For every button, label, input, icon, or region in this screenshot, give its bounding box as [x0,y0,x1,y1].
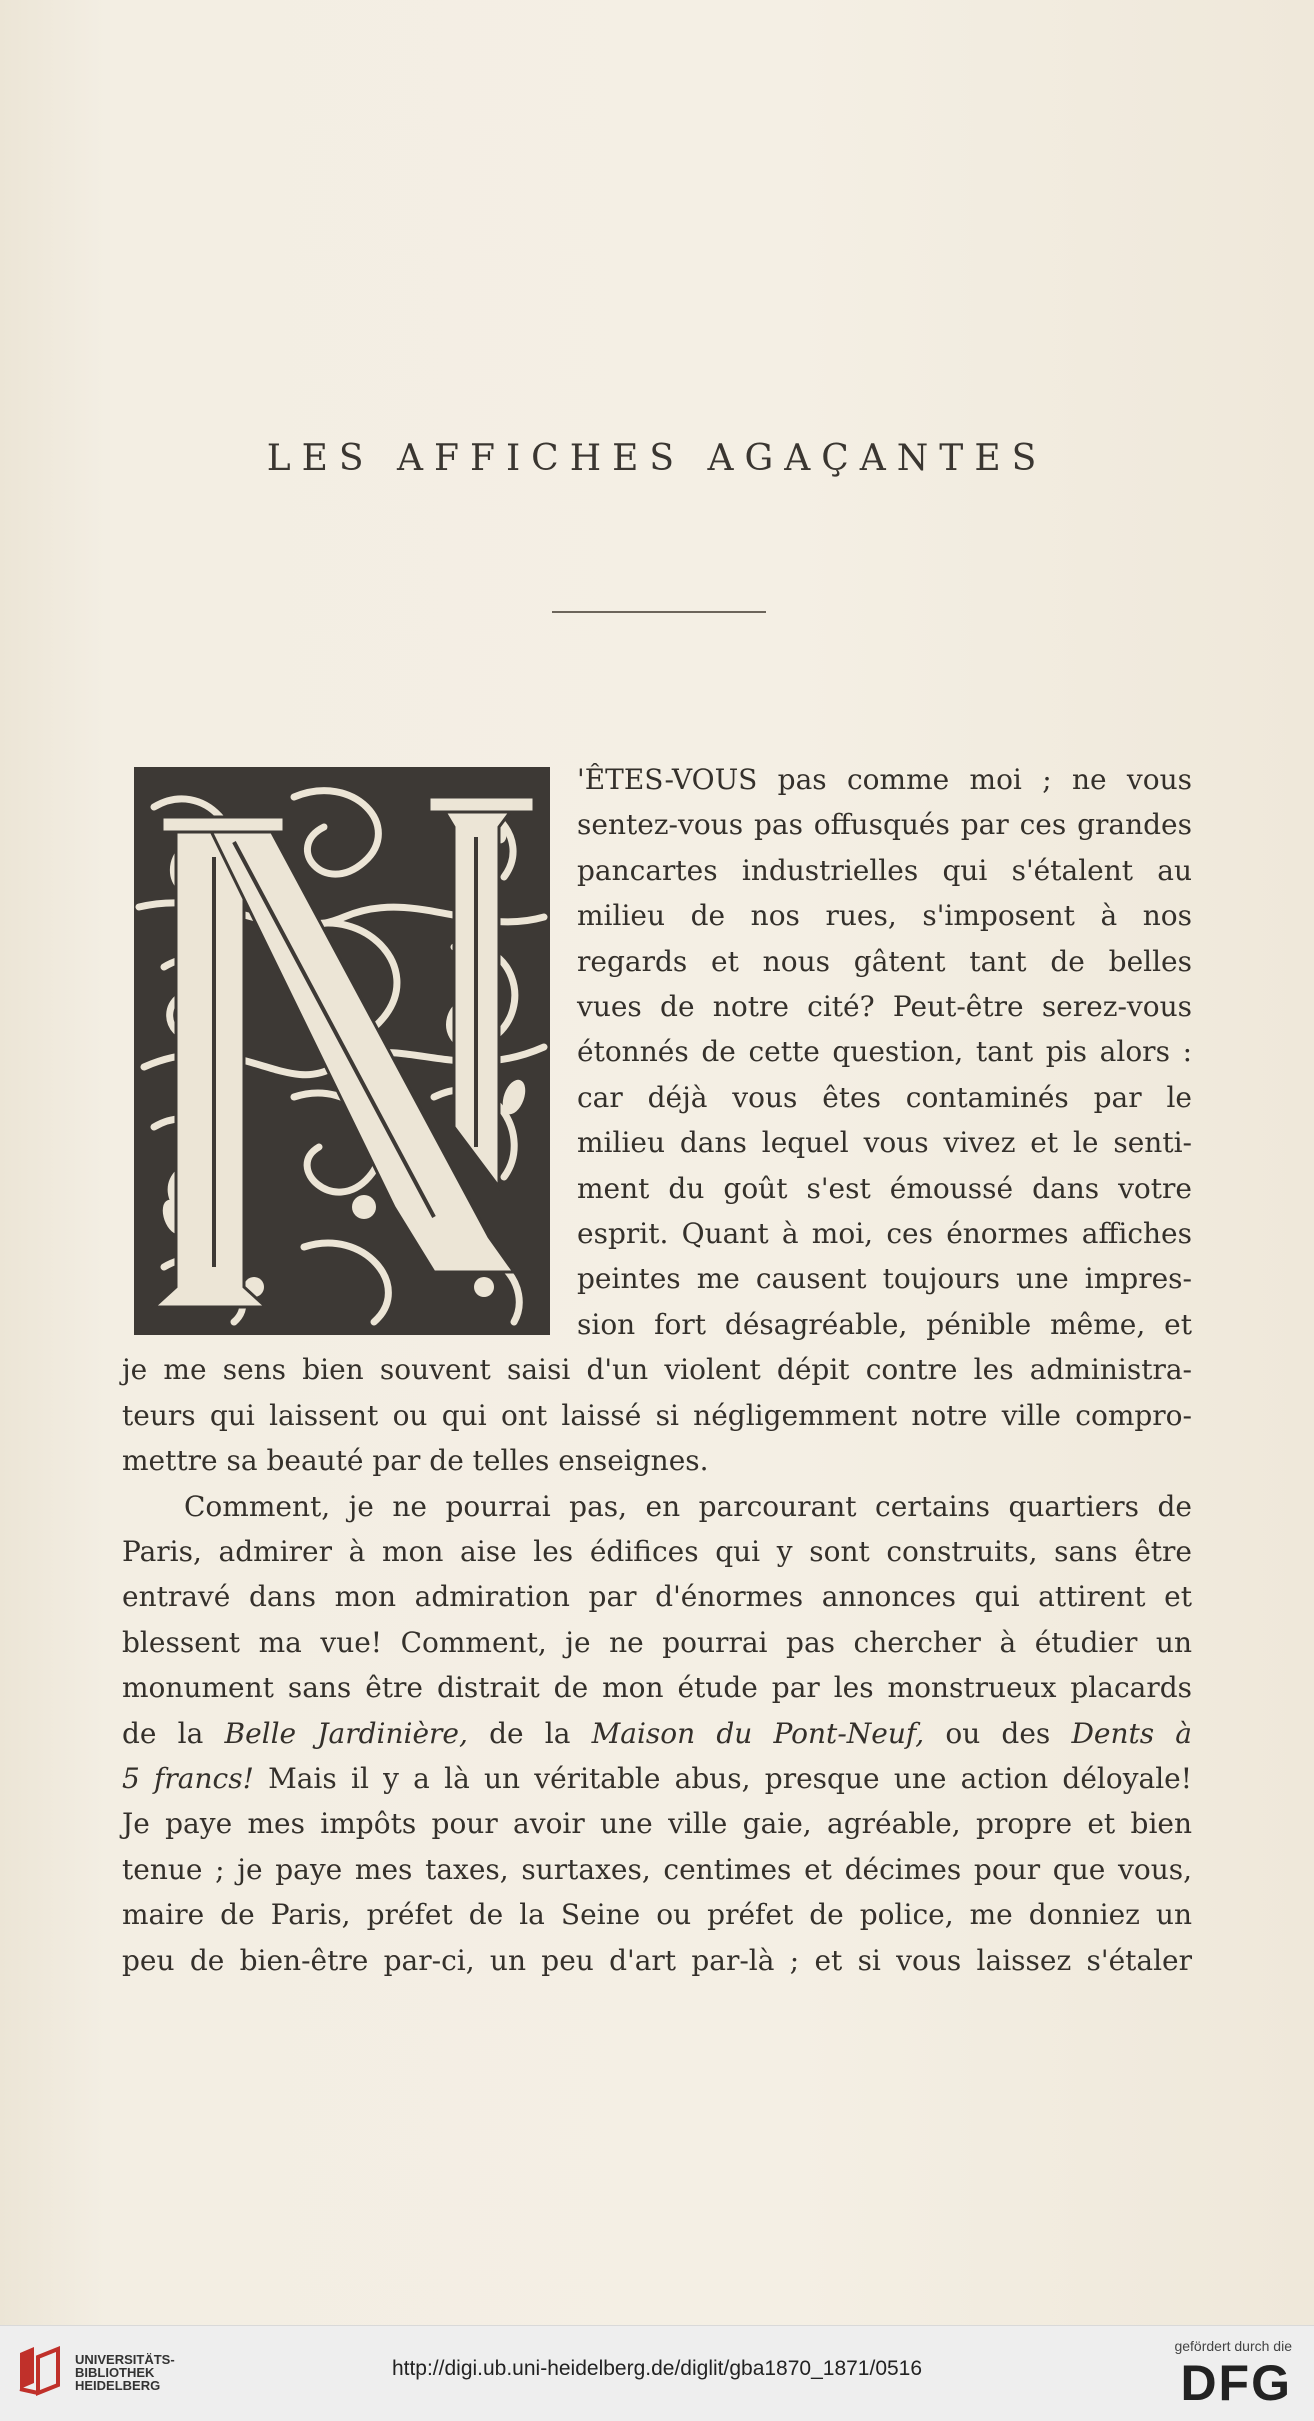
text-line [122,1756,1192,1801]
text-line: tenue ; je paye mes taxes, surtaxes, centimes et décimes pour que vous, [122,1852,1192,1886]
text-line: pancartes industrielles qui s'étalent au [577,853,1192,887]
text-run: de la [122,1716,225,1750]
italic-title: Dents à [1071,1716,1192,1750]
text-line: ment du goût s'est émoussé dans votre [577,1171,1192,1205]
text-line: mettre sa beauté par de telles enseignes. [122,1444,709,1478]
italic-title: Belle Jardinière, [224,1716,468,1750]
library-name-line: HEIDELBERG [75,2378,161,2393]
italic-title: 5 francs! [122,1761,254,1795]
text-line: peu de bien-être par-ci, un peu d'art par-là ; et si vous laissez s'étaler [122,1943,1192,1977]
title-rule [552,611,766,613]
text-line: entravé dans mon admiration par d'énormes annonces qui attirent et [122,1580,1192,1614]
paragraph-1 [122,757,1192,1484]
paragraph-2 [122,1484,1192,1983]
text-line: 'ÊTES-VOUS pas comme moi ; ne vous [577,763,1192,796]
text-line: regards et nous gâtent tant de belles [577,944,1192,978]
dfg-logo[interactable]: DFG [1180,2355,1292,2411]
italic-title: Maison du Pont-Neuf, [591,1716,925,1750]
text-line: Comment, je ne pourrai pas, en parcourant certains quartiers de [184,1489,1192,1523]
funding-note: gefördert durch die [1174,2338,1292,2354]
text-line [122,1711,1192,1756]
text-line: Paris, admirer à mon aise les édifices qui y sont construits, sans être [122,1534,1192,1568]
text-line: blessent ma vue! Comment, je ne pourrai pas chercher à étudier un [122,1625,1192,1659]
article-body [122,757,1192,1983]
text-line: car déjà vous êtes contaminés par le [577,1080,1192,1114]
text-run: de la [467,1716,592,1750]
article-title: LES AFFICHES AGAÇANTES [266,438,1048,479]
permalink-url[interactable]: http://digi.ub.uni-heidelberg.de/diglit/gba1870_1871/0516 [391,2357,923,2380]
text-line: milieu dans lequel vous vivez et le senti- [577,1126,1192,1160]
text-line: esprit. Quant à moi, ces énormes affiches [577,1217,1192,1251]
text-line: je me sens bien souvent saisi d'un violent dépit contre les administra- [122,1353,1192,1387]
text-line: maire de Paris, préfet de la Seine ou préfet de police, me donniez un [122,1898,1192,1932]
text-line: monument sans être distrait de mon étude par les monstrueux placards [122,1671,1192,1705]
text-run: Mais il y a là un véritable abus, presque une action déloyale! [253,1761,1192,1795]
text-line: Je paye mes impôts pour avoir une ville gaie, agréable, propre et bien [122,1807,1192,1841]
text-line: sion fort désagréable, pénible même, et [577,1307,1192,1341]
library-name-line: BIBLIOTHEK [75,2365,155,2380]
text-line: vues de notre cité? Peut-être serez-vous [577,990,1192,1024]
text-line: sentez-vous pas offusqués par ces grandes [577,808,1192,842]
text-line: peintes me causent toujours une impres- [577,1262,1192,1296]
text-line: teurs qui laissent ou qui ont laissé si négligemment notre ville compro- [122,1398,1192,1432]
text-line: milieu de nos rues, s'imposent à nos [577,899,1192,933]
text-line: étonnés de cette question, tant pis alors : [577,1035,1192,1069]
text-run: ou des [924,1716,1072,1750]
library-name-line: UNIVERSITÄTS- [75,2352,175,2367]
